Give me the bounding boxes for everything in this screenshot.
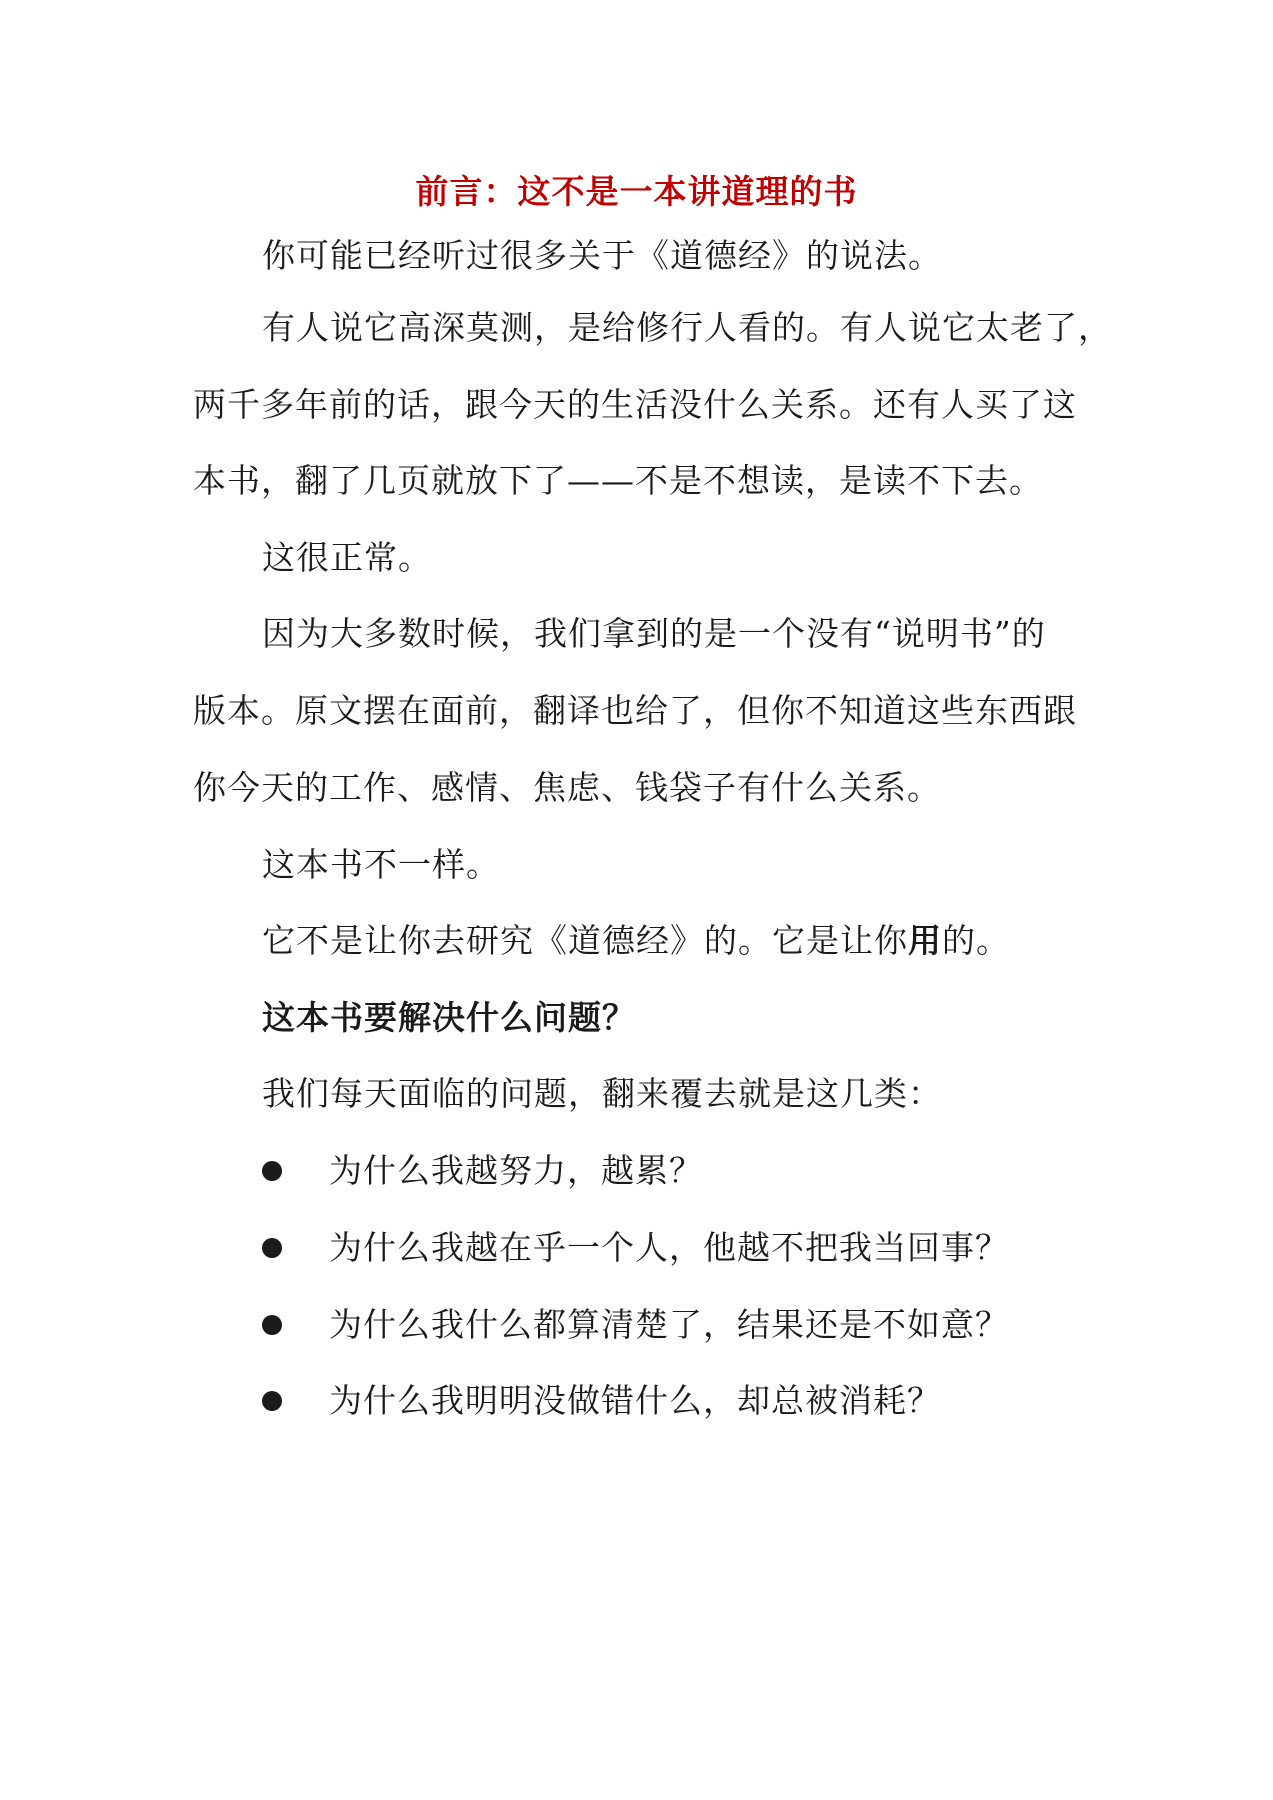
paragraph-6-emphasis: 用 bbox=[908, 921, 942, 960]
section-heading: 这本书要解决什么问题？ bbox=[262, 998, 636, 1037]
paragraph-4-line-2: 版本。原文摆在面前，翻译也给了，但你不知道这些东西跟 bbox=[193, 691, 1077, 730]
intro-paragraph: 我们每天面临的问题，翻来覆去就是这几类： bbox=[262, 1074, 942, 1113]
paragraph-2-line-1: 有人说它高深莫测，是给修行人看的。有人说它太老了， bbox=[262, 308, 1112, 347]
paragraph-6-before: 它不是让你去研究《道德经》的。它是让你 bbox=[262, 921, 908, 960]
list-item-text: 为什么我越在乎一个人，他越不把我当回事？ bbox=[329, 1228, 1009, 1267]
bullet-dot-icon bbox=[262, 1391, 282, 1411]
list-item-text: 为什么我什么都算清楚了，结果还是不如意？ bbox=[329, 1305, 1009, 1344]
paragraph-3: 这很正常。 bbox=[262, 538, 432, 577]
page-title: 前言：这不是一本讲道理的书 bbox=[415, 172, 858, 211]
paragraph-6 bbox=[262, 921, 1010, 961]
list-item-text: 为什么我越努力，越累？ bbox=[329, 1151, 703, 1190]
paragraph-5: 这本书不一样。 bbox=[262, 845, 500, 884]
bullet-dot-icon bbox=[262, 1315, 282, 1335]
paragraph-4-line-1: 因为大多数时候，我们拿到的是一个没有“说明书”的 bbox=[262, 614, 1046, 653]
list-item-text: 为什么我明明没做错什么，却总被消耗？ bbox=[329, 1381, 941, 1420]
paragraph-2-line-3: 本书，翻了几页就放下了——不是不想读，是读不下去。 bbox=[193, 461, 1043, 500]
bullet-dot-icon bbox=[262, 1238, 282, 1258]
paragraph-2-line-2: 两千多年前的话，跟今天的生活没什么关系。还有人买了这 bbox=[193, 385, 1077, 424]
paragraph-1: 你可能已经听过很多关于《道德经》的说法。 bbox=[262, 236, 942, 275]
bullet-dot-icon bbox=[262, 1161, 282, 1181]
paragraph-6-after: 的。 bbox=[942, 921, 1010, 960]
paragraph-4-line-3: 你今天的工作、感情、焦虑、钱袋子有什么关系。 bbox=[193, 768, 941, 807]
